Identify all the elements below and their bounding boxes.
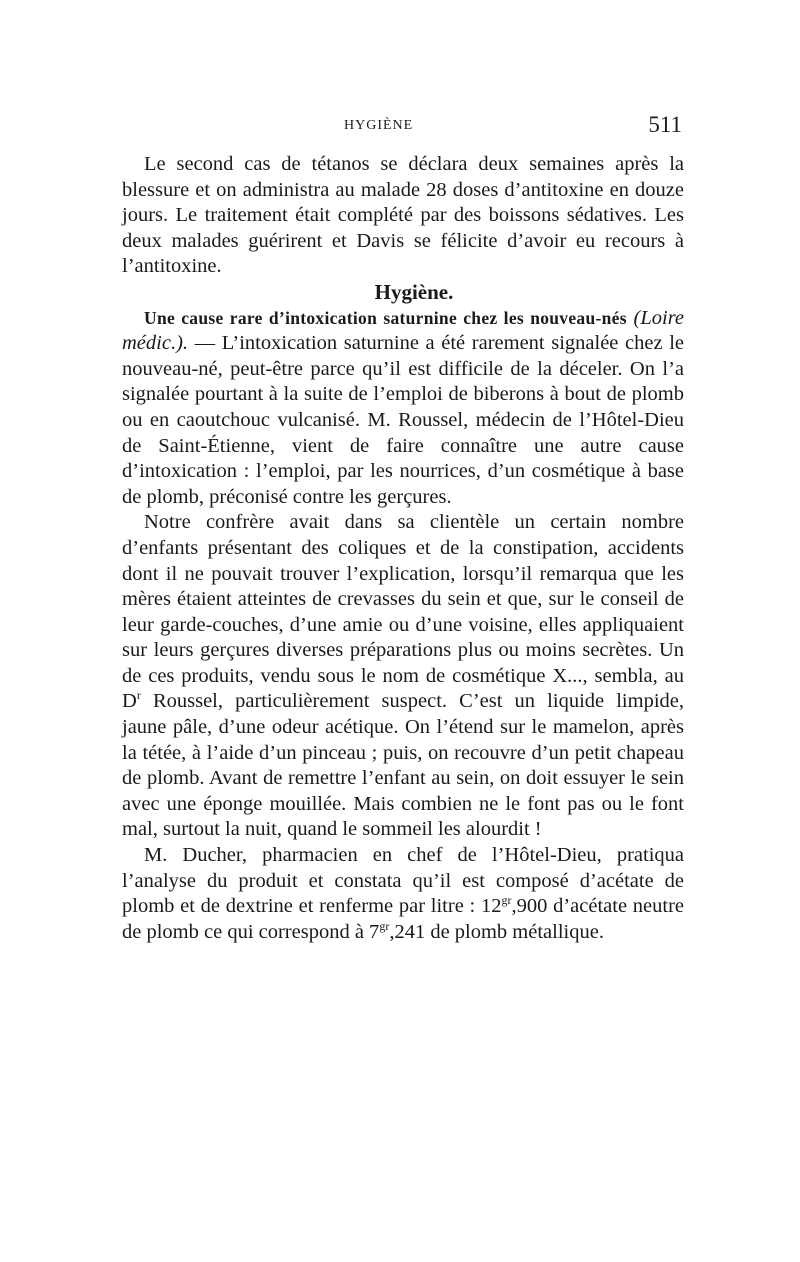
paragraph: [122, 306, 684, 511]
superscript: gr: [379, 918, 390, 933]
article-title: Une cause rare d’intoxication saturnine chez les nouveau-nés: [144, 307, 627, 328]
paragraph: [122, 510, 684, 843]
page-number: 511: [648, 112, 682, 137]
superscript: r: [136, 688, 141, 703]
paragraph-text: Roussel, particulièrement suspect. C’est un liquide limpide, jaune pâle, d’une odeur acétique. On l’étend sur le mamelon, après la tétée, à l’aide d’un pinceau ; puis, on recouvre d’un petit chapeau de plomb. Avant de remettre l’enfant au sein, on doit essuyer le sein avec une éponge mouillée. Mais combien ne le font pas ou le font mal, surtout la nuit, quand le sommeil les alourdit !: [122, 690, 684, 841]
section-title: Hygiène.: [374, 279, 454, 304]
paragraph-text: ,241 de plomb métallique.: [389, 920, 604, 943]
page-body: [122, 152, 684, 945]
paragraph-text: Notre confrère avait dans sa clientèle un certain nombre d’enfants présentant des coliques et de la constipation, accidents dont il ne pouvait trouver l’explication, lorsqu’il remarqua que les mères étaient atteintes de crevasses du sein et que, sur le conseil de leur garde-couches, d’une amie ou d’une voisine, elles appliquaient sur leurs gerçures diverses préparations plus ou moins secrètes. Un de ces produits, vendu sous le nom de cosmétique X..., sembla, au D: [122, 511, 684, 713]
paragraph-text: M. Ducher, pharmacien en chef de l’Hôtel-Dieu, pratiqua l’analyse du produit et constata qu’il est composé d’acétate de plomb et de dextrine et renferme par litre : 12: [122, 844, 684, 918]
paragraph-text: — L’intoxication saturnine a été rarement signalée chez le nouveau-né, peut-être parce qu’il est difficile de la déceler. On l’a signalée pourtant à la suite de l’emploi de biberons à bout de plomb ou en caoutchouc vulcanisé. M. Roussel, médecin de l’Hôtel-Dieu de Saint-Étienne, vient de faire connaître une autre cause d’intoxication : l’emploi, par les nourrices, d’un cosmétique à base de plomb, préconisé contre les gerçures.: [122, 332, 684, 508]
running-title: HYGIÈNE: [344, 118, 414, 133]
article-source: (Loire médic.).: [122, 306, 685, 355]
superscript: gr: [501, 893, 512, 908]
paragraph-text: ,900 d’acétate neutre de plomb ce qui correspond à 7: [122, 895, 684, 943]
paragraph: Le second cas de tétanos se déclara deux semaines après la blessure et on administra au malade 28 doses d’antitoxine en douze jours. Le traitement était complété par des boissons sédatives. Les deux malades guérirent et Davis se félicite d’avoir eu recours à l’antitoxine.: [122, 153, 684, 278]
paragraph: [122, 843, 684, 945]
page-header: [122, 112, 682, 142]
